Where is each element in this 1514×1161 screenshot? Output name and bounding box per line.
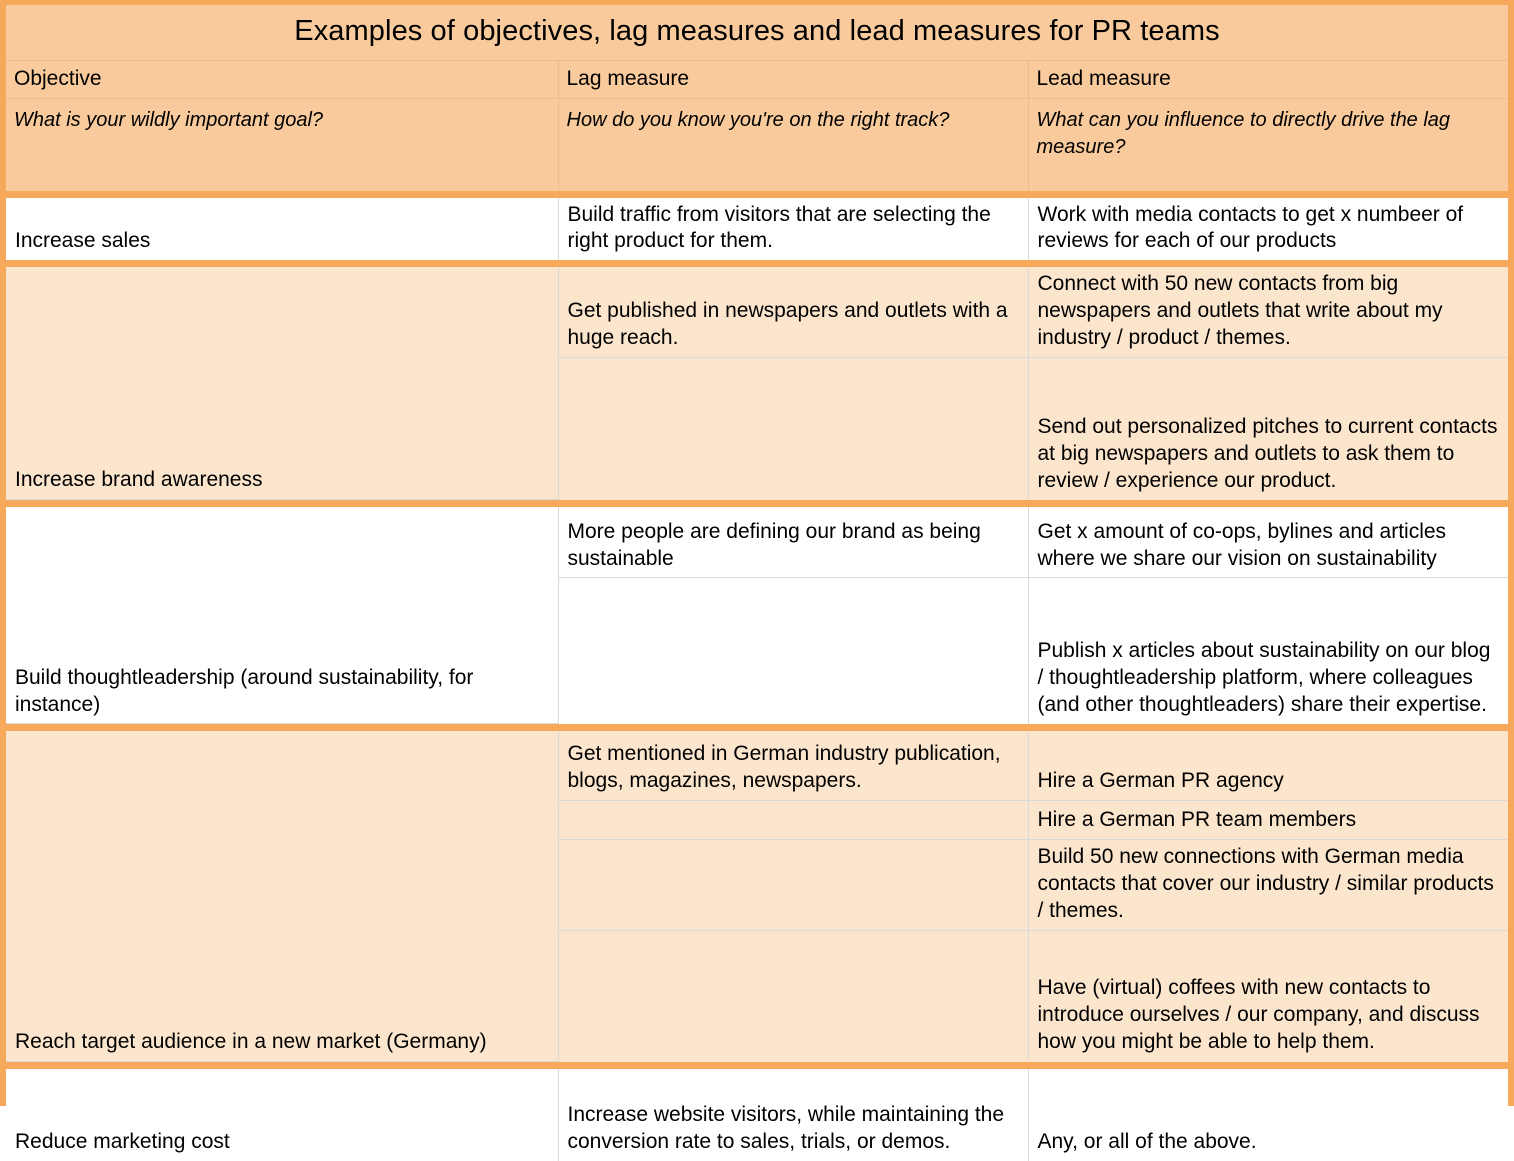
table-header-block [6, 5, 1508, 191]
objective-cell: Reduce marketing cost [6, 1069, 558, 1161]
lead-measure-cell: Get x amount of co-ops, bylines and articles where we share our vision on sustainability [1028, 507, 1508, 578]
lead-measure-cell: Any, or all of the above. [1037, 1129, 1257, 1153]
lag-measure-cell: Get published in newspapers and outlets with a huge reach. [558, 267, 1028, 357]
objective-cell: Reach target audience in a new market (Germany) [6, 731, 558, 1061]
column-header-objective: Objective [6, 61, 558, 99]
lead-measure-cell: Have (virtual) coffees with new contacts to introduce ourselves / our company, and discuss how you might be able to help them. [1037, 976, 1480, 1054]
lead-measure-cell: Hire a German PR team members [1028, 800, 1508, 839]
lead-measure-cell: Work with media contacts to get x numbeer of reviews for each of our products [1037, 202, 1464, 253]
group-divider [6, 500, 1508, 507]
lead-measure-cell: Publish x articles about sustainability on our blog / thoughtleadership platform, where colleagues (and other thoughtleaders) share their expertise. [1037, 639, 1491, 716]
lag-measure-cell-empty [558, 578, 1028, 724]
lag-measure-cell: More people are defining our brand as being sustainable [558, 507, 1028, 578]
prompt-objective: What is your wildly important goal? [6, 99, 558, 191]
lag-measure-cell-empty [558, 839, 1028, 930]
table-row [6, 198, 1508, 261]
table-body [6, 198, 1508, 1161]
lag-measure-cell: Build traffic from visitors that are selecting the right product for them. [558, 198, 1028, 261]
table-row [6, 507, 1508, 578]
lead-measure-cell: Send out personalized pitches to current contacts at big newspapers and outlets to ask them to review / experience our product. [1037, 414, 1498, 492]
objective-cell: Build thoughtleadership (around sustainability, for instance) [6, 507, 558, 724]
group-divider [6, 724, 1508, 731]
group-divider [6, 260, 1508, 267]
table-row [6, 267, 1508, 357]
lead-measure-cell: Hire a German PR agency [1028, 731, 1508, 800]
title-row [6, 5, 1508, 61]
objective-group [6, 731, 1508, 1061]
objective-group [6, 198, 1508, 261]
column-header-lag: Lag measure [558, 61, 1028, 99]
objective-cell: Increase brand awareness [6, 267, 558, 499]
table-row [6, 1069, 1508, 1161]
lead-measure-cell: Connect with 50 new contacts from big newspapers and outlets that write about my industry / product / themes. [1028, 267, 1508, 357]
objective-group [6, 267, 1508, 500]
objective-group [6, 1069, 1508, 1161]
lag-measure-cell-empty [558, 930, 1028, 1061]
column-header-row [6, 61, 1508, 99]
lag-measure-cell: Get mentioned in German industry publication, blogs, magazines, newspapers. [558, 731, 1028, 800]
lag-measure-cell-empty [558, 357, 1028, 499]
objective-cell: Increase sales [6, 198, 558, 261]
column-header-lead: Lead measure [1028, 61, 1508, 99]
prompt-lag: How do you know you're on the right track? [558, 99, 1028, 191]
prompt-lead: What can you influence to directly drive the lag measure? [1036, 109, 1451, 158]
page-title: Examples of objectives, lag measures and lead measures for PR teams [6, 5, 1508, 61]
group-divider [6, 1062, 1508, 1069]
lag-measure-cell-empty [558, 800, 1028, 839]
header-body-divider [6, 191, 1508, 198]
lag-measure-cell: Increase website visitors, while maintaining the conversion rate to sales, trials, or demos. [558, 1069, 1028, 1161]
table-row [6, 731, 1508, 800]
objective-group [6, 507, 1508, 725]
prompt-row [6, 99, 1508, 191]
lead-measure-cell: Build 50 new connections with German media contacts that cover our industry / similar products / themes. [1028, 839, 1508, 930]
